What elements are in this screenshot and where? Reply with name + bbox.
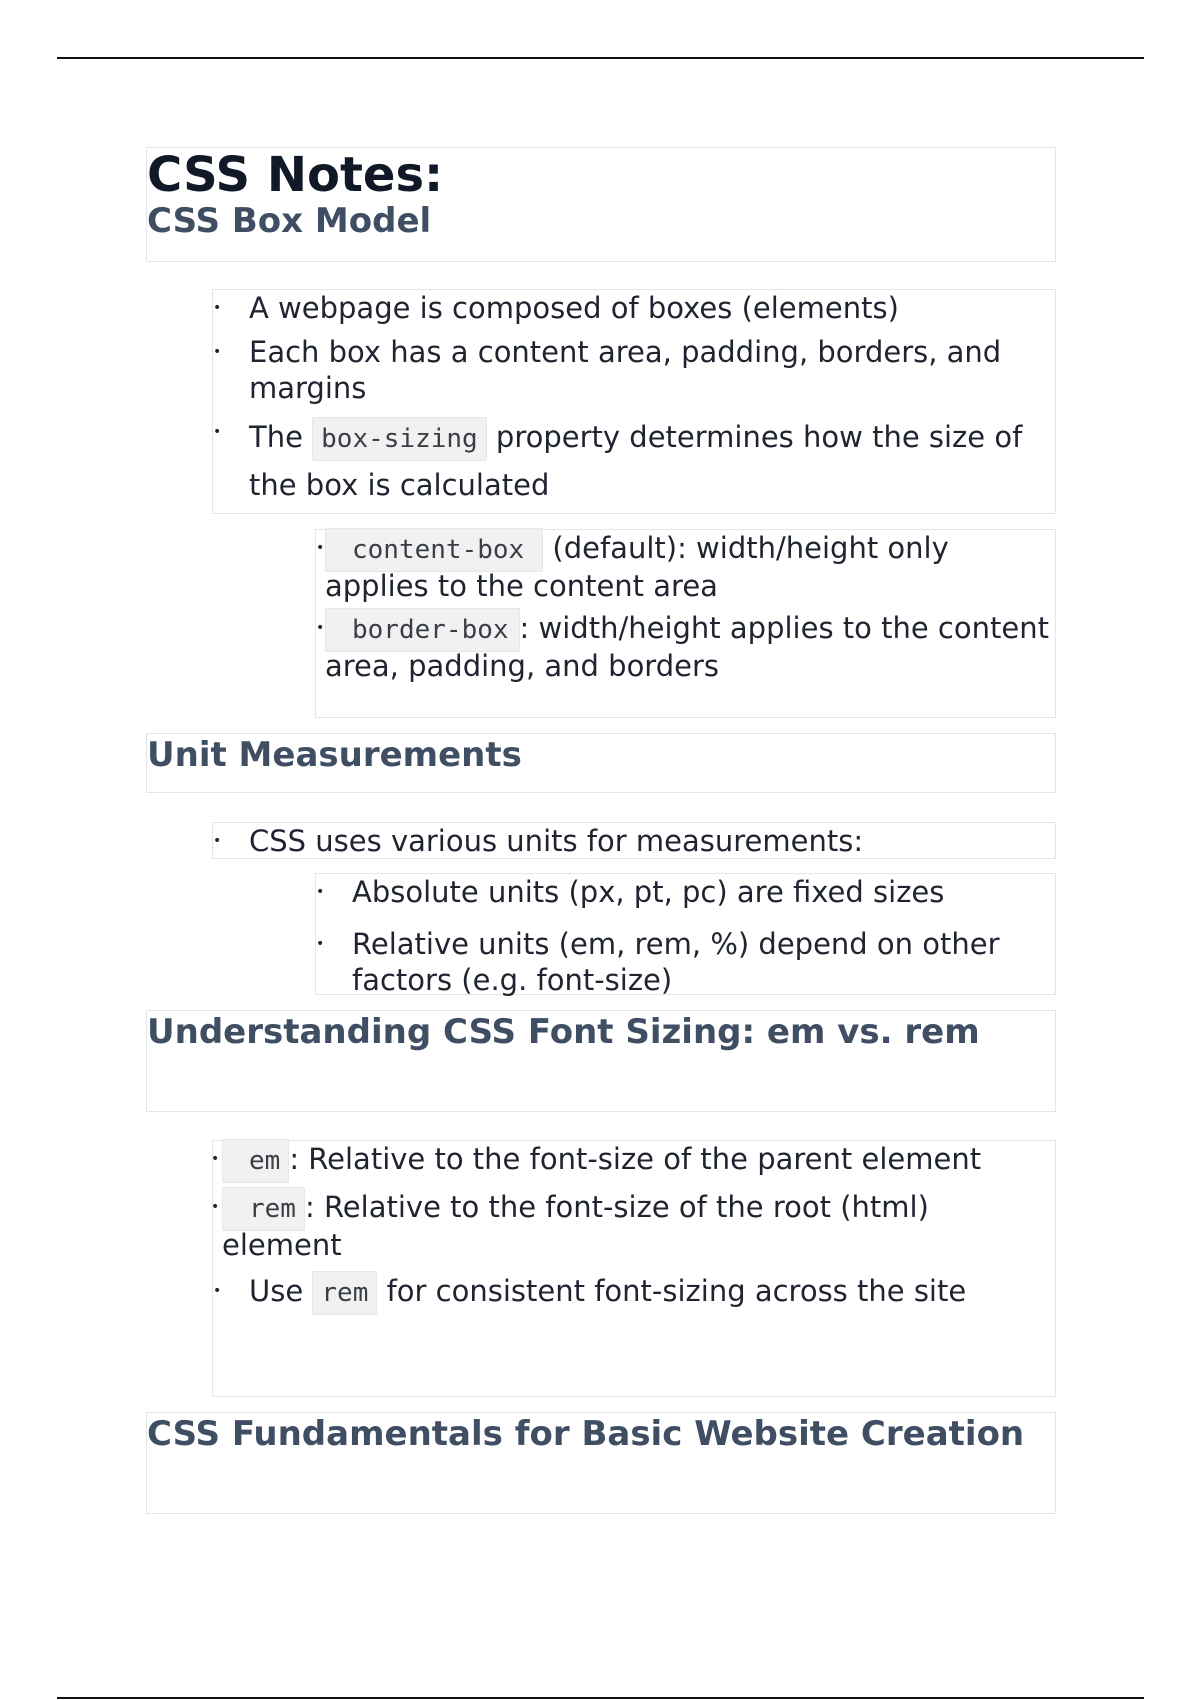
list-item — [316, 610, 1055, 684]
box-model-list — [212, 289, 1056, 514]
inline-code: content-box — [325, 528, 543, 572]
inline-code: box-sizing — [312, 417, 487, 461]
list-item — [213, 334, 1055, 406]
list-item-text-post: : Relative to the font-size of the parent element — [289, 1142, 982, 1176]
list-item — [213, 1273, 1055, 1311]
list-item — [316, 874, 1055, 910]
section-css-fundamentals — [146, 1412, 1056, 1514]
bullet-icon: • — [213, 424, 222, 440]
list-item-text: A webpage is composed of boxes (elements) — [249, 291, 899, 325]
box-sizing-sublist — [315, 529, 1056, 718]
list-item — [213, 290, 1055, 326]
list-item-text: CSS uses various units for measurements: — [249, 824, 864, 858]
list-item-text-pre: The — [249, 420, 313, 454]
inline-code: rem — [222, 1187, 305, 1231]
bullet-icon: • — [213, 833, 222, 849]
list-item — [213, 823, 1055, 859]
list-item-text: Absolute units (px, pt, pc) are fixed sizes — [352, 875, 945, 909]
units-list — [212, 822, 1056, 859]
bullet-icon: • — [316, 936, 325, 952]
list-item — [316, 530, 1055, 604]
list-item-text-post: : width/height applies to the content area, padding, and borders — [325, 611, 1049, 683]
section-heading: Unit Measurements — [147, 735, 522, 775]
list-item-text: Each box has a content area, padding, borders, and margins — [249, 335, 1002, 405]
title-block — [146, 147, 1056, 262]
inline-code: border-box — [325, 608, 520, 652]
bullet-icon: • — [211, 1151, 220, 1167]
units-sublist — [315, 873, 1056, 995]
list-item — [213, 1141, 1055, 1179]
section-heading: CSS Fundamentals for Basic Website Creation — [147, 1414, 1025, 1454]
list-item — [213, 414, 1055, 508]
header-rule — [57, 57, 1144, 59]
page-title: CSS Notes: — [147, 147, 444, 203]
list-item-text-pre: Use — [249, 1274, 313, 1308]
list-item-text-post: for consistent font-sizing across the site — [377, 1274, 967, 1308]
footer-rule — [57, 1697, 1144, 1699]
bullet-icon: • — [213, 344, 222, 360]
inline-code: em — [222, 1139, 289, 1183]
section-heading: Understanding CSS Font Sizing: em vs. rem — [147, 1012, 980, 1052]
list-item-text-post: : Relative to the font-size of the root (html) element — [222, 1190, 929, 1262]
list-item — [316, 926, 1055, 998]
bullet-icon: • — [211, 1199, 220, 1215]
inline-code: rem — [312, 1271, 377, 1315]
list-item-text-post: property determines how the size of the box is calculated — [249, 420, 1023, 502]
bullet-icon: • — [316, 620, 325, 636]
section-unit-measurements — [146, 733, 1056, 793]
font-sizing-list — [212, 1140, 1056, 1397]
bullet-icon: • — [213, 300, 222, 316]
section-heading-box-model: CSS Box Model — [147, 201, 432, 241]
bullet-icon: • — [316, 540, 325, 556]
bullet-icon: • — [213, 1283, 222, 1299]
list-item-text: Relative units (em, rem, %) depend on other factors (e.g. font-size) — [352, 927, 1000, 997]
list-item-text-post: (default): width/height only applies to the content area — [325, 531, 949, 603]
section-font-sizing — [146, 1010, 1056, 1112]
bullet-icon: • — [316, 884, 325, 900]
list-item — [213, 1189, 1055, 1263]
